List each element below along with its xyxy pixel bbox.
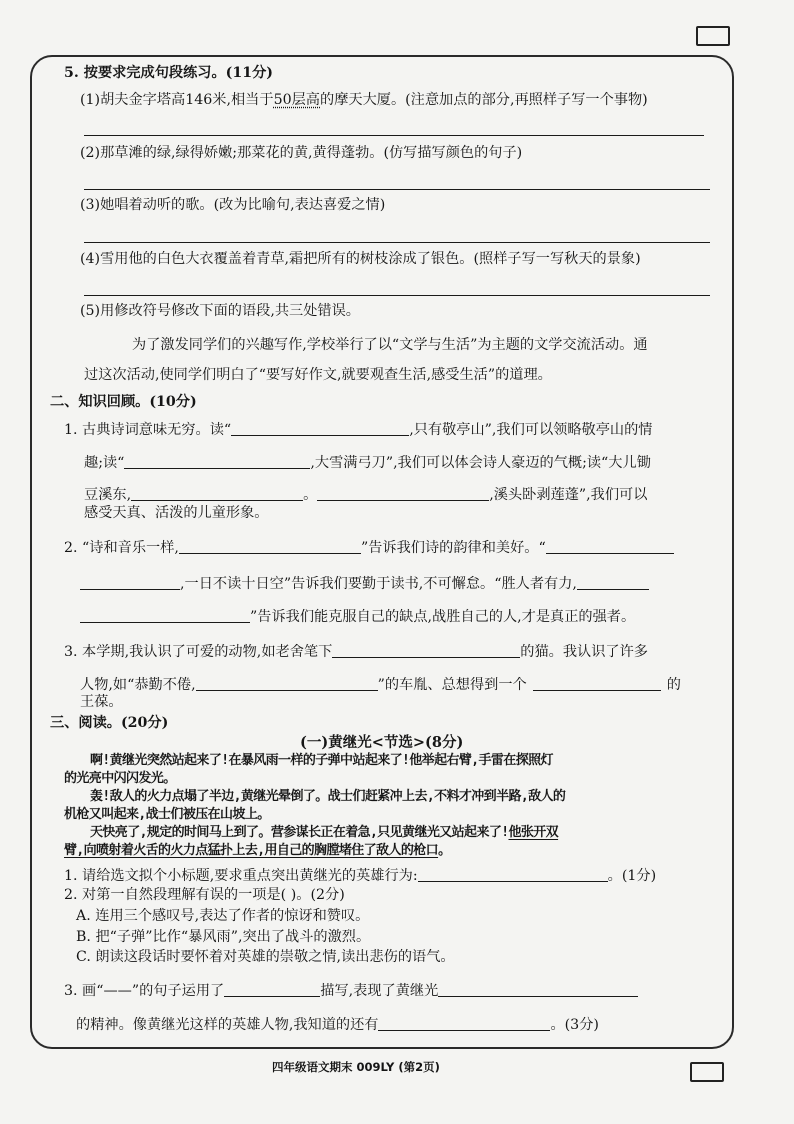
q5-s1-pre: (1)胡夫金字塔高146米,相当于	[80, 92, 274, 108]
passage-p1-line-1: 啊!黄继光突然站起来了!在暴风雨一样的子弹中站起来了!他举起右臂,手雷在探照灯	[90, 753, 553, 768]
k2-line-2	[80, 574, 649, 594]
blank[interactable]	[224, 982, 320, 997]
q5-title: 5. 按要求完成句段练习。(11分)	[64, 65, 273, 81]
blank[interactable]	[533, 676, 661, 691]
text: 的	[666, 677, 681, 693]
answer-line[interactable]	[84, 295, 710, 296]
k1-line-4: 感受天真、活泼的儿童形象。	[84, 505, 269, 521]
blank[interactable]	[80, 575, 180, 590]
blank[interactable]	[378, 1016, 550, 1031]
text: 3. 本学期,我认识了可爱的动物,如老舍笔下	[64, 644, 333, 660]
q5-s2: (2)那草滩的绿,绿得娇嫩;那菜花的黄,黄得蓬勃。(仿写描写颜色的句子)	[80, 145, 523, 161]
q5-s1-emph: 50层高	[273, 92, 320, 108]
k3-line-2	[80, 675, 681, 695]
blank[interactable]	[332, 643, 520, 658]
r2-option-c[interactable]: C. 朗读这段话时要怀着对英雄的崇敬之情,读出悲伤的语气。	[76, 949, 455, 965]
text: ”告诉我们能克服自己的缺点,战胜自己的人,才是真正的强者。	[250, 609, 636, 625]
text: 。(3分)	[550, 1017, 599, 1033]
answer-line[interactable]	[84, 242, 710, 243]
page-footer: 四年级语文期末 009LY (第2页)	[272, 1060, 440, 1074]
text: ,只有敬亭山”,我们可以领略敬亭山的情	[409, 422, 653, 438]
r2-option-b[interactable]: B. 把“子弹”比作“暴风雨”,突出了战斗的激烈。	[76, 929, 371, 945]
q5-paragraph-line-2: 过这次活动,使同学们明白了“要写好作文,就要观查生活,感受生活”的道理。	[84, 367, 552, 383]
underlined-sentence: 他张开双	[508, 825, 559, 840]
text: 1. 请给选文拟个小标题,要求重点突出黄继光的英雄行为:	[64, 868, 418, 884]
k1-line-2	[84, 453, 651, 473]
blank[interactable]	[546, 539, 674, 554]
text: 描写,表现了黄继光	[320, 983, 439, 999]
text: 1. 古典诗词意味无穷。读“	[64, 422, 232, 438]
blank[interactable]	[124, 454, 310, 469]
passage-p3-line-2	[64, 842, 450, 860]
corner-box-bottom	[690, 1062, 724, 1082]
blank[interactable]	[317, 486, 489, 501]
r1	[64, 866, 656, 886]
q5-s4: (4)雪用他的白色大衣覆盖着青草,霜把所有的树枝涂成了银色。(照样子写一写秋天的景象)	[80, 251, 641, 267]
q5-s1-post: 的摩天大厦。(注意加点的部分,再照样子写一个事物)	[320, 92, 648, 108]
text: ”告诉我们诗的韵律和美好。“	[360, 540, 546, 556]
text: 2. “诗和音乐一样,	[64, 540, 179, 556]
blank[interactable]	[231, 421, 409, 436]
text: 的精神。像黄继光这样的英雄人物,我知道的还有	[76, 1017, 379, 1033]
k3-line-1	[64, 642, 648, 662]
underlined-sentence: 臂,向喷射着火舌的火力点猛扑上去,用自己的胸膛堵住了敌人的枪口	[64, 843, 439, 858]
passage-p2-line-2: 机枪又叫起来,战士们被压在山坡上。	[64, 807, 270, 822]
r3-line-2	[76, 1015, 599, 1035]
text: 趣;读“	[84, 455, 125, 471]
passage-p1-line-2: 的光亮中闪闪发光。	[64, 771, 176, 786]
q5-paragraph-line-1: 为了激发同学们的兴趣写作,学校举行了以“文学与生活”为主题的文学交流活动。通	[132, 337, 648, 353]
q5-s5: (5)用修改符号修改下面的语段,共三处错误。	[80, 303, 360, 319]
text: 人物,如“恭勤不倦,	[80, 677, 196, 693]
text: 。	[303, 487, 318, 503]
answer-line[interactable]	[84, 189, 710, 190]
text: ,一日不读十日空”告诉我们要勤于读书,不可懈怠。“胜人者有力,	[180, 576, 577, 592]
blank[interactable]	[418, 867, 608, 882]
q5-s3: (3)她唱着动听的歌。(改为比喻句,表达喜爱之情)	[80, 197, 386, 213]
text: 的猫。我认识了许多	[520, 644, 648, 660]
passage-p3-line-1	[90, 824, 558, 842]
k2-line-1	[64, 538, 674, 558]
q5-s1	[80, 90, 648, 110]
k1-line-1	[64, 420, 652, 440]
text: 天快亮了,规定的时间马上到了。营参谋长正在着急,只见黄继光又站起来了!	[90, 825, 509, 840]
text: ,溪头卧剥莲蓬”,我们可以	[489, 487, 648, 503]
blank[interactable]	[80, 608, 250, 623]
passage-p2-line-1: 轰!敌人的火力点塌了半边,黄继光晕倒了。战士们赶紧冲上去,不料才冲到半路,敌人的	[90, 789, 566, 804]
blank[interactable]	[438, 982, 638, 997]
r2-option-a[interactable]: A. 连用三个感叹号,表达了作者的惊讶和赞叹。	[76, 908, 370, 924]
text: 。	[438, 843, 451, 858]
answer-line[interactable]	[84, 135, 704, 136]
blank[interactable]	[131, 486, 303, 501]
text: 。(1分)	[607, 868, 657, 884]
text: 豆溪东,	[84, 487, 132, 503]
text: ,大雪满弓刀”,我们可以体会诗人豪迈的气概;读“大儿锄	[310, 455, 651, 471]
text: ”的车胤、总想得到一个	[377, 677, 527, 693]
blank[interactable]	[577, 575, 649, 590]
text: 3. 画“——”的句子运用了	[64, 983, 225, 999]
section-3-title: 三、阅读。(20分)	[50, 715, 169, 731]
section-2-title: 二、知识回顾。(10分)	[50, 394, 197, 410]
r2: 2. 对第一自然段理解有误的一项是( )。(2分)	[64, 887, 345, 903]
r3-line-1	[64, 981, 638, 1001]
passage-title: (一)黄继光<节选>(8分)	[300, 734, 464, 751]
k2-line-3	[80, 607, 635, 627]
k1-line-3	[84, 485, 647, 505]
blank[interactable]	[196, 676, 378, 691]
blank[interactable]	[179, 539, 361, 554]
k3-line-3: 王葆。	[80, 694, 123, 710]
corner-box-top	[696, 26, 730, 46]
